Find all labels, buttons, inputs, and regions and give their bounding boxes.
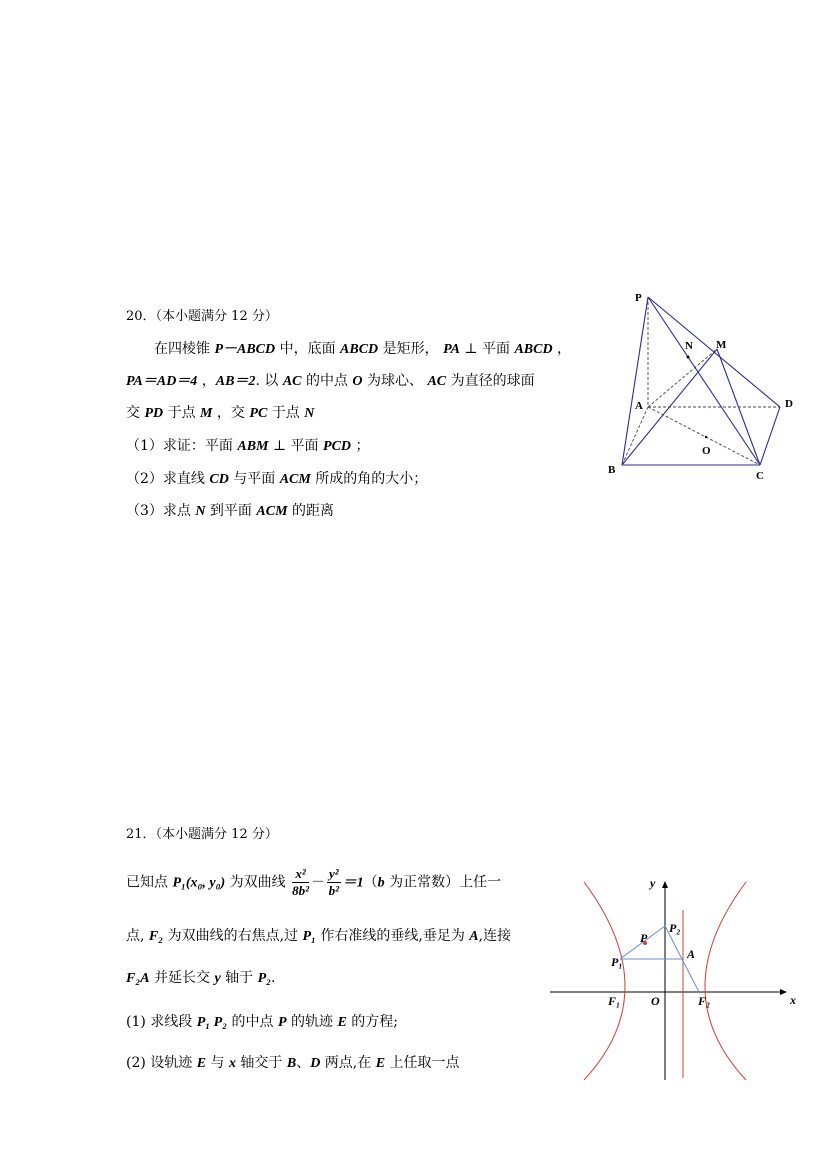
text: ⊥ 平面: [459, 341, 515, 357]
math: P: [278, 1015, 287, 1030]
label-n: N: [685, 340, 693, 352]
text: 轴于: [220, 970, 258, 986]
problem-21-line-1: [126, 866, 501, 900]
text: 的中点: [227, 1014, 279, 1030]
problem-21-line-2: [126, 925, 511, 945]
text: 中，底面: [275, 341, 341, 357]
problem-20-header: 20．（本小题满分 12 分）: [126, 309, 278, 324]
edge-ab: [622, 407, 648, 465]
label-b: B: [608, 464, 616, 476]
pyramid-figure: [600, 285, 815, 485]
math: N: [304, 406, 315, 421]
math: x: [228, 1056, 236, 1071]
text: 为正常数）上任一: [384, 874, 502, 891]
math: ABCD: [514, 342, 553, 357]
text: 的方程;: [346, 1014, 398, 1030]
label-f2: F₂: [698, 994, 711, 1008]
math: CD: [209, 472, 229, 487]
math: D: [310, 1056, 321, 1071]
text: 为双曲线: [225, 874, 291, 891]
math: ABM: [237, 439, 269, 454]
text: （1）求证：平面: [126, 438, 238, 454]
math: PA＝AD＝4: [126, 374, 198, 389]
text: 两点,在: [320, 1055, 376, 1071]
text: 于点: [267, 405, 305, 421]
math: PD: [144, 406, 164, 421]
minus: －: [311, 874, 325, 891]
numerator: y²: [329, 866, 339, 881]
math: PC: [249, 406, 268, 421]
problem-21-question-1: [126, 1011, 398, 1031]
math: AC: [282, 374, 302, 389]
label-o: O: [651, 994, 660, 1008]
text: ⊥ 平面: [268, 438, 324, 454]
edge-pc: [648, 297, 760, 465]
label-p1: P₁: [611, 955, 623, 969]
math: P－ABCD: [214, 342, 276, 357]
math: E: [337, 1015, 347, 1030]
text: 的距离: [287, 503, 334, 519]
text: （: [363, 874, 378, 891]
math: ACM: [256, 504, 288, 519]
hyperbola-right-branch: [705, 882, 746, 1080]
math: y: [214, 971, 221, 986]
text: 为球心、: [362, 373, 428, 389]
math: PA: [443, 342, 460, 357]
math: ABCD: [340, 342, 379, 357]
text: 所成的角的大小；: [310, 471, 428, 487]
text: 并延长交: [149, 970, 215, 986]
text: .: [255, 373, 260, 389]
edge-am: [648, 349, 717, 407]
math: E: [375, 1056, 386, 1071]
math: P₁ P₂: [196, 1015, 228, 1030]
math: A: [469, 929, 479, 944]
math: B: [286, 1056, 297, 1071]
fraction-y2-over-b2: [327, 866, 341, 899]
text: （3）求点: [126, 503, 196, 519]
math: F₂: [148, 929, 164, 944]
problem-20-line-3: [126, 402, 314, 422]
label-d: D: [785, 398, 793, 410]
math: P₂: [257, 971, 272, 986]
problem-20-line-2: [126, 370, 535, 390]
text: 为双曲线的右焦点,过: [163, 928, 303, 944]
denominator: b²: [328, 883, 340, 898]
fraction-x2-over-8b2: [292, 866, 309, 899]
label-m: M: [716, 339, 727, 351]
math: AC: [427, 374, 447, 389]
problem-21-question-2: [126, 1052, 460, 1072]
math: M: [200, 406, 213, 421]
text: 在四棱锥: [154, 341, 215, 357]
text: 上任取一点: [385, 1055, 460, 1071]
text: 于点: [163, 405, 201, 421]
math: O: [352, 374, 363, 389]
math: AB＝2: [215, 374, 256, 389]
text: 轴交于: [235, 1055, 287, 1071]
hyperbola-left-branch: [584, 882, 625, 1080]
problem-20-question-1: [126, 435, 369, 455]
text: 的轨迹: [286, 1014, 338, 1030]
text: ,连接: [478, 928, 512, 944]
text: ，: [197, 373, 216, 389]
denominator: 8b²: [292, 883, 309, 898]
text: （2）求直线: [126, 471, 210, 487]
label-p2: P₂: [669, 921, 681, 935]
math: F₂A: [126, 971, 150, 986]
problem-20-line-1: [154, 338, 571, 358]
math: ＝1: [342, 875, 364, 891]
label-a: A: [635, 400, 643, 412]
text: 与平面: [228, 471, 280, 487]
problem-20-question-2: [126, 468, 427, 488]
text: 与: [206, 1055, 229, 1071]
label-p: P: [635, 292, 642, 304]
edge-pb: [622, 297, 648, 465]
math: E: [196, 1056, 207, 1071]
label-p: P: [640, 931, 648, 945]
label-a: A: [687, 947, 696, 961]
text: ；: [351, 438, 370, 454]
text: 点,: [126, 928, 149, 944]
problem-21-header: 21．（本小题满分 12 分）: [126, 827, 278, 842]
text: 为直径的球面: [446, 373, 535, 389]
label-c: C: [756, 470, 764, 482]
hyperbola-figure: [548, 870, 808, 1085]
text: 的中点: [301, 373, 353, 389]
label-x: x: [790, 993, 796, 1007]
math: P₁: [302, 929, 316, 944]
numerator: x²: [292, 866, 309, 883]
text: ，: [552, 341, 572, 357]
text: .: [271, 970, 276, 986]
math: b: [377, 875, 385, 891]
label-f1: F₁: [608, 994, 621, 1008]
text: 是矩形，: [378, 341, 444, 357]
edge-cd: [760, 407, 780, 465]
text: (2) 设轨迹: [126, 1055, 197, 1071]
text: 交: [126, 405, 145, 421]
text: 以: [259, 373, 283, 389]
text: 作右准线的垂线,垂足为: [315, 928, 470, 944]
problem-21-line-3: [126, 967, 275, 987]
label-y: y: [650, 876, 656, 890]
math: ACM: [279, 472, 311, 487]
point-n: [687, 356, 690, 359]
point-o: [705, 436, 707, 438]
math: PCD: [323, 439, 352, 454]
math: P₁(x₀, y₀): [172, 875, 226, 891]
problem-20-question-3: [126, 500, 334, 520]
text: ，交: [212, 405, 250, 421]
math: N: [195, 504, 206, 519]
text: 、: [296, 1055, 311, 1071]
text: (1) 求线段: [126, 1014, 197, 1030]
text: 已知点: [126, 874, 173, 891]
text: 到平面: [205, 503, 257, 519]
label-o: O: [702, 445, 711, 457]
